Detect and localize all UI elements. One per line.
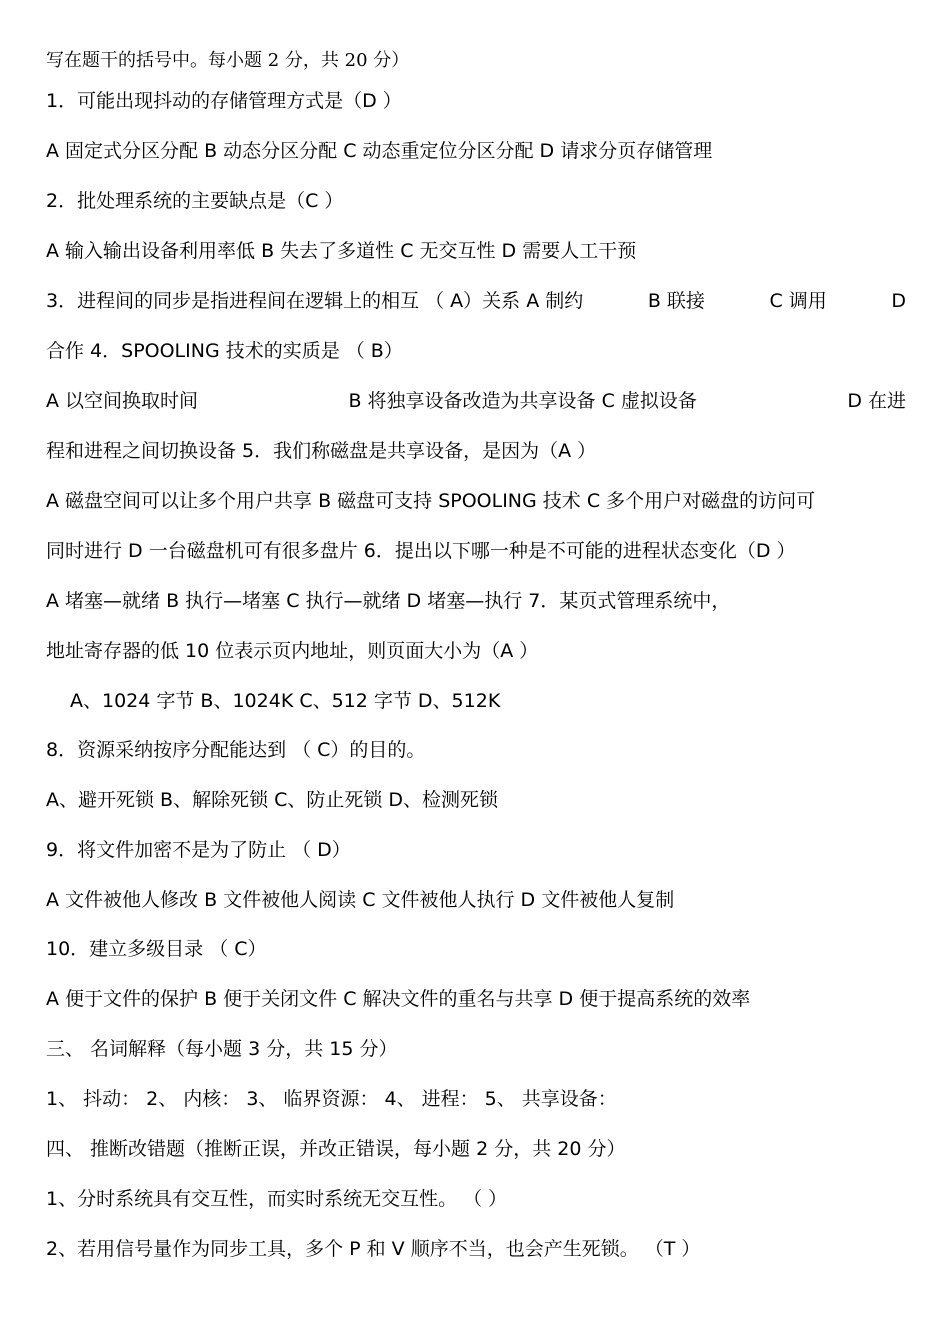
- question-3: [46, 288, 906, 314]
- section-3-heading: 三、 名词解释（每小题 3 分，共 15 分）: [46, 1038, 398, 1060]
- section-2-instruction-tail: 写在题干的括号中。每小题 2 分，共 20 分）: [46, 50, 410, 71]
- question-7: 地址寄存器的低 10 位表示页内地址，则页面大小为（A ）: [46, 640, 539, 662]
- question-4-option-a: A 以空间换取时间: [46, 390, 199, 412]
- question-4: 合作 4．SPOOLING 技术的实质是 （ B）: [46, 340, 403, 362]
- question-3-stem: 3．进程间的同步是指进程间在逻辑上的相互 （ A）关系 A 制约: [46, 290, 584, 312]
- question-7-options: A、1024 字节 B、1024K C、512 字节 D、512K: [70, 690, 501, 712]
- question-4-options: [46, 388, 906, 414]
- question-4-option-d: D 在进: [847, 390, 906, 412]
- question-8-options: A、避开死锁 B、解除死锁 C、防止死锁 D、检测死锁: [46, 789, 499, 811]
- question-3-option-d: D: [891, 290, 906, 312]
- question-2: 2．批处理系统的主要缺点是（C ）: [46, 190, 344, 212]
- section-4-heading: 四、 推断改错题（推断正误，并改正错误，每小题 2 分，共 20 分）: [46, 1138, 626, 1160]
- question-10-options: A 便于文件的保护 B 便于关闭文件 C 解决文件的重名与共享 D 便于提高系统的效率: [46, 988, 751, 1010]
- question-5: 程和进程之间切换设备 5．我们称磁盘是共享设备，是因为（A ）: [46, 440, 597, 462]
- question-1-options: A 固定式分区分配 B 动态分区分配 C 动态重定位分区分配 D 请求分页存储管理: [46, 140, 713, 162]
- question-5-options: A 磁盘空间可以让多个用户共享 B 磁盘可支持 SPOOLING 技术 C 多个用户对磁盘的访问可: [46, 490, 816, 512]
- question-9-options: A 文件被他人修改 B 文件被他人阅读 C 文件被他人执行 D 文件被他人复制: [46, 889, 675, 911]
- question-4-option-bc: B 将独享设备改造为共享设备 C 虚拟设备: [348, 390, 697, 412]
- question-6: 同时进行 D 一台磁盘机可有很多盘片 6．提出以下哪一种是不可能的进程状态变化（D ）: [46, 540, 796, 562]
- question-1: 1．可能出现抖动的存储管理方式是（D ）: [46, 90, 402, 112]
- question-3-option-c: C 调用: [769, 290, 827, 312]
- question-3-option-b: B 联接: [647, 290, 705, 312]
- question-8: 8．资源采纳按序分配能达到 （ C）的目的。: [46, 739, 426, 761]
- judgment-2: 2、若用信号量作为同步工具，多个 P 和 V 顺序不当，也会产生死锁。 （T ）: [46, 1238, 701, 1260]
- question-6-options: A 堵塞—就绪 B 执行—堵塞 C 执行—就绪 D 堵塞—执行 7．某页式管理系统中，: [46, 590, 731, 612]
- question-9: 9．将文件加密不是为了防止 （ D）: [46, 839, 351, 861]
- section-3-terms: 1、 抖动： 2、 内核： 3、 临界资源： 4、 进程： 5、 共享设备：: [46, 1088, 617, 1110]
- question-10: 10．建立多级目录 （ C）: [46, 938, 267, 960]
- judgment-1: 1、分时系统具有交互性，而实时系统无交互性。 （ ）: [46, 1188, 508, 1210]
- question-2-options: A 输入输出设备利用率低 B 失去了多道性 C 无交互性 D 需要人工干预: [46, 240, 637, 262]
